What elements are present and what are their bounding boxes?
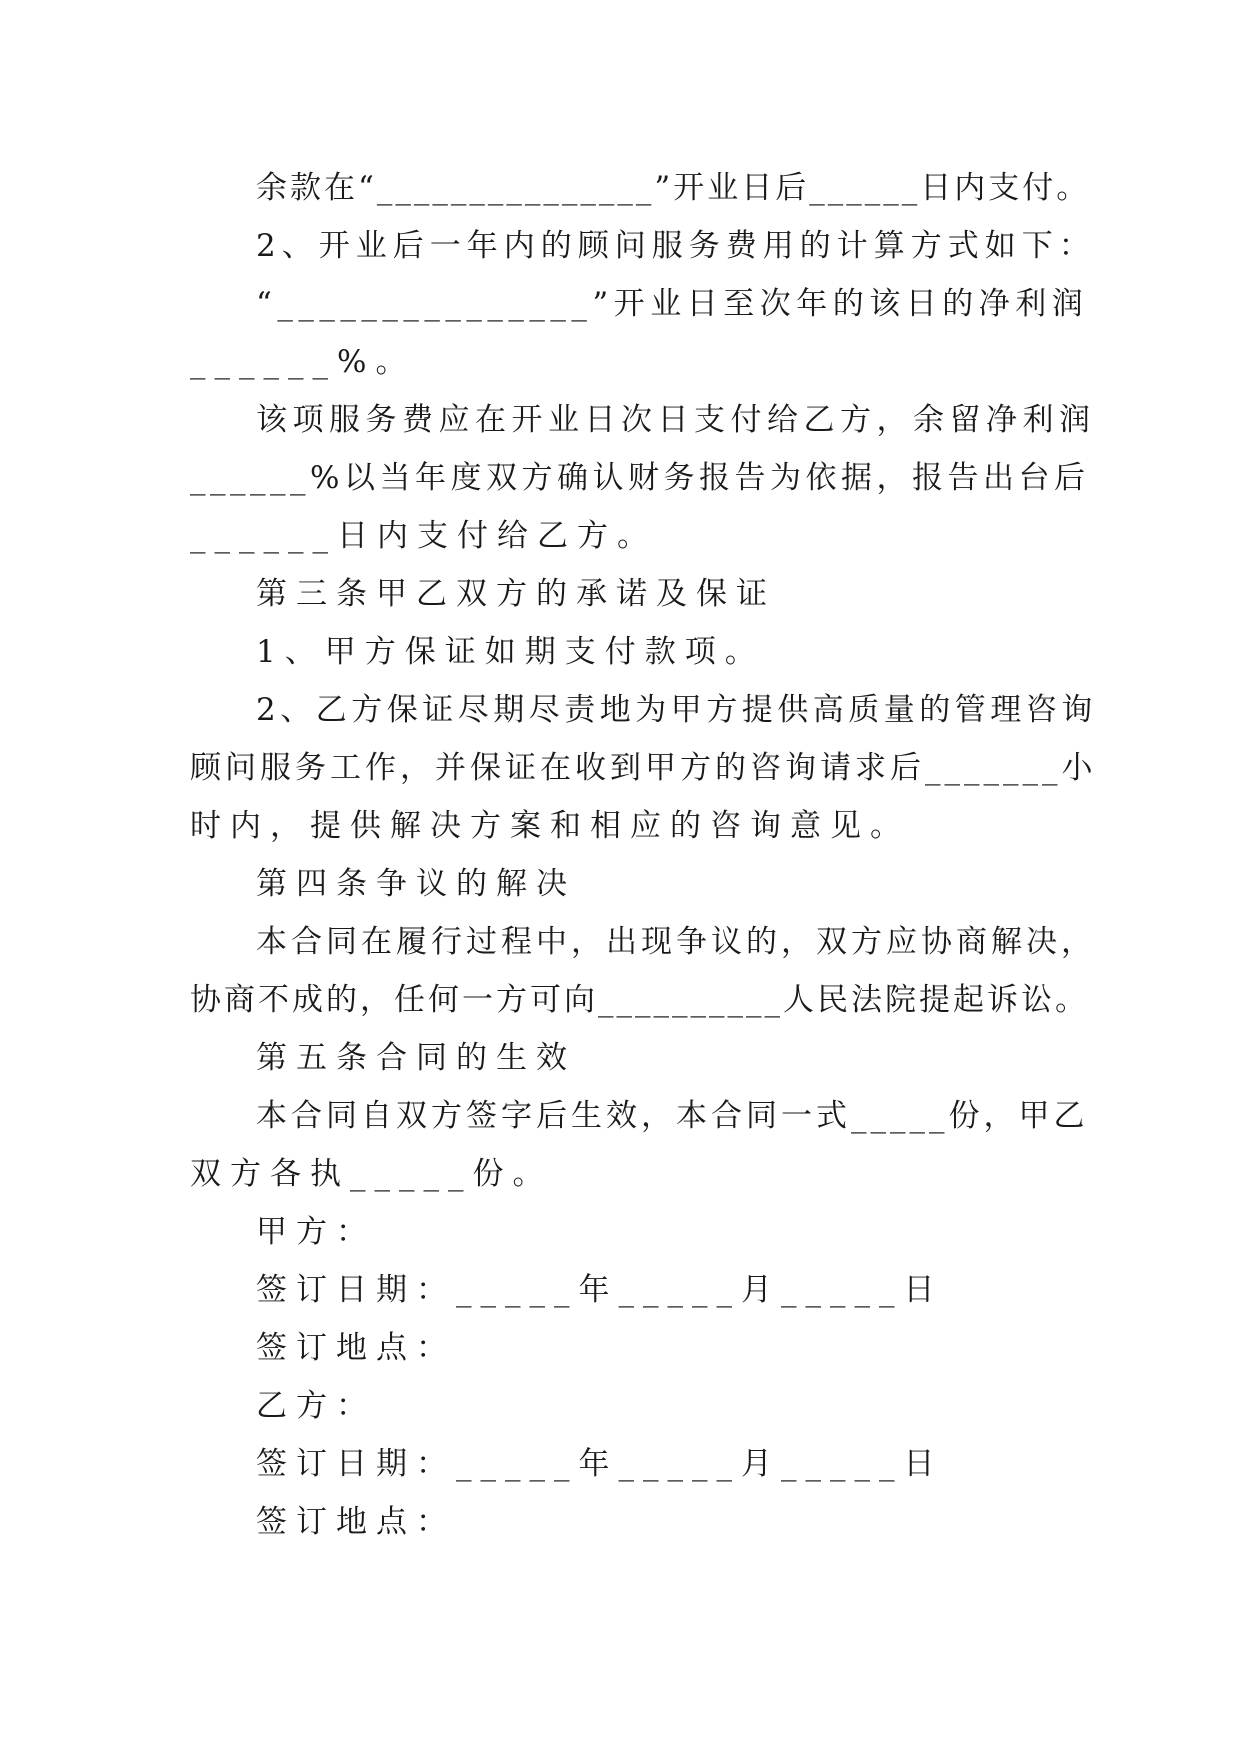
signing-place: 签订地点： <box>256 1330 456 1366</box>
paragraph-line: “_______________”开业日至次年的该日的净利润 <box>256 286 1089 322</box>
paragraph-line: 2、开业后一年内的顾问服务费用的计算方式如下： <box>256 228 1096 264</box>
party-a-label: 甲方： <box>256 1214 376 1250</box>
paragraph-line: 余款在“_______________”开业日后______日内支付。 <box>256 170 1091 206</box>
paragraph-line: ______%。 <box>190 344 416 380</box>
paragraph-line: 2、乙方保证尽期尽责地为甲方提供高质量的管理咨询 <box>256 692 1097 728</box>
paragraph-line: 本合同在履行过程中，出现争议的，双方应协商解决， <box>256 924 1096 960</box>
paragraph-line: ______%以当年度双方确认财务报告为依据，报告出台后 <box>190 460 1090 496</box>
signing-date: 签订日期：_____年_____月_____日 <box>256 1272 944 1308</box>
section-heading: 第五条合同的生效 <box>256 1040 576 1076</box>
party-b-label: 乙方： <box>256 1388 376 1424</box>
paragraph-line: ______日内支付给乙方。 <box>190 518 657 554</box>
signing-place: 签订地点： <box>256 1504 456 1540</box>
paragraph-line: 协商不成的，任何一方可向__________人民法院提起诉讼。 <box>190 982 1089 1018</box>
signing-date: 签订日期：_____年_____月_____日 <box>256 1446 944 1482</box>
section-heading: 第三条甲乙双方的承诺及保证 <box>256 576 776 612</box>
paragraph-line: 双方各执_____份。 <box>190 1156 553 1192</box>
paragraph-line: 该项服务费应在开业日次日支付给乙方，余留净利润 <box>256 402 1096 438</box>
paragraph-line: 顾问服务工作，并保证在收到甲方的咨询请求后_______小 <box>190 750 1097 786</box>
paragraph-line: 本合同自双方签字后生效，本合同一式_____份，甲乙 <box>256 1098 1089 1134</box>
paragraph-line: 1、甲方保证如期支付款项。 <box>256 634 765 670</box>
section-heading: 第四条争议的解决 <box>256 866 576 902</box>
paragraph-line: 时内，提供解决方案和相应的咨询意见。 <box>190 808 910 844</box>
